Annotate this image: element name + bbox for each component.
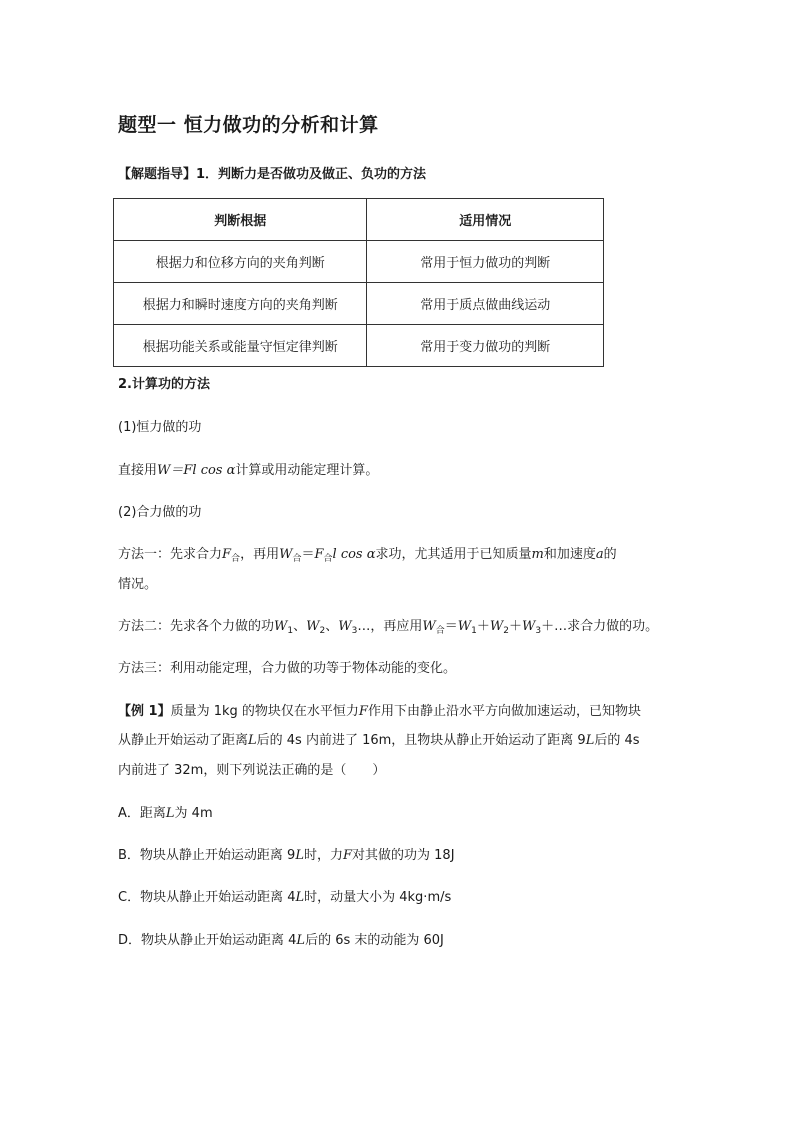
option-c: C．物块从静止开始运动距离 4L时，动量大小为 4kg·m/s xyxy=(118,890,452,905)
table-cell: 根据功能关系或能量守恒定律判断 xyxy=(114,325,367,367)
method-one-line2: 情况。 xyxy=(118,577,158,592)
work-formula: W＝Fl cos α xyxy=(157,463,236,478)
table-cell: 常用于变力做功的判断 xyxy=(367,325,604,367)
table-row xyxy=(114,283,604,325)
criteria-table xyxy=(113,198,604,367)
example-line3: 内前进了 32m，则下列说法正确的是（ ） xyxy=(118,763,386,778)
method-title: 2.计算功的方法 xyxy=(118,377,210,392)
method-direct: 直接用W＝Fl cos α计算或用动能定理计算。 xyxy=(118,463,379,478)
option-b: B．物块从静止开始运动距离 9L时，力F对其做的功为 18J xyxy=(118,848,455,863)
option-d: D．物块从静止开始运动距离 4L后的 6s 末的动能为 60J xyxy=(118,933,444,948)
method-sub2: (2)合力做的功 xyxy=(118,505,202,520)
example-line2: 从静止开始运动了距离L后的 4s 内前进了 16m，且物块从静止开始运动了距离 9L后的 4s xyxy=(118,733,640,748)
table-cell: 根据力和瞬时速度方向的夹角判断 xyxy=(114,283,367,325)
guide-text: 1．判断力是否做功及做正、负功的方法 xyxy=(196,167,427,182)
method-one-line1: 方法一：先求合力$F_合$，再用$W_合=F_合l$ cos α求功，尤其适用于已知质量m和加速度a的 xyxy=(118,547,617,564)
guide-line xyxy=(118,163,426,182)
option-a: A．距离L为 4m xyxy=(118,806,213,821)
guide-label: 【解题指导】 xyxy=(118,167,197,182)
section-title: 题型一 恒力做功的分析和计算 xyxy=(118,114,379,136)
table-header-basis: 判断根据 xyxy=(114,199,367,241)
table-header-row xyxy=(114,199,604,241)
method-sub1: (1)恒力做的功 xyxy=(118,420,202,435)
example-tag: 【例 1】 xyxy=(118,704,171,719)
table-cell: 常用于恒力做功的判断 xyxy=(367,241,604,283)
table-row xyxy=(114,325,604,367)
table-row xyxy=(114,241,604,283)
method-two: 方法二：先求各个力做的功$W_1$、$W_2$、$W_3\dots$，再应用$W_合=W_1+W_2+W_3+\dots$求合力做的功。 xyxy=(118,619,659,636)
table-cell: 根据力和位移方向的夹角判断 xyxy=(114,241,367,283)
table-header-applicability: 适用情况 xyxy=(367,199,604,241)
table-cell: 常用于质点做曲线运动 xyxy=(367,283,604,325)
method-three: 方法三：利用动能定理，合力做的功等于物体动能的变化。 xyxy=(118,661,457,676)
example-line1: 【例 1】质量为 1kg 的物块仅在水平恒力F作用下由静止沿水平方向做加速运动，已知物块 xyxy=(118,704,641,719)
